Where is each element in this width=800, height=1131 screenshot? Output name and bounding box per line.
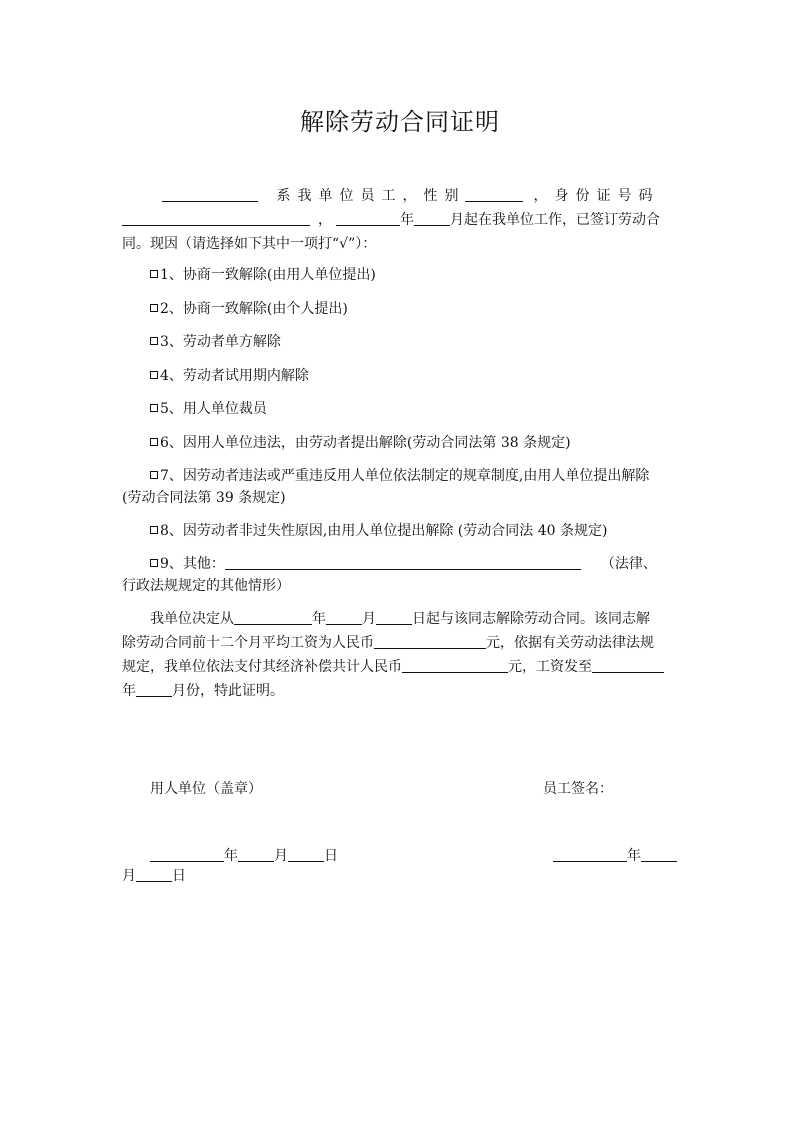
employee-name-blank[interactable]	[162, 186, 258, 202]
decision-text-4: 元，依据有关劳动法律法规	[486, 635, 654, 651]
option-label: 7、因劳动者违法或严重违反用人单位依法制定的规章制度,由用人单位提出解除	[160, 468, 650, 484]
decision-text-6: 元，工资发至	[508, 659, 592, 675]
intro-text-2: ，身份证号码	[533, 188, 660, 204]
option-label: 2、协商一致解除(由个人提出)	[160, 301, 348, 317]
option-5	[150, 399, 267, 419]
intro-line-1	[122, 186, 682, 206]
month-label: 月	[122, 868, 136, 884]
employer-day-blank[interactable]	[288, 846, 324, 862]
year-label: 年	[627, 848, 641, 864]
checkbox-6[interactable]	[150, 438, 158, 446]
decision-text-7: 月份，特此证明。	[172, 683, 284, 699]
employer-year-blank[interactable]	[150, 846, 224, 862]
average-wage-blank[interactable]	[374, 633, 486, 649]
year-label: 年	[122, 683, 136, 699]
checkbox-5[interactable]	[150, 404, 158, 412]
decision-line-2	[122, 633, 682, 653]
employee-signature-label: 员工签名：	[543, 781, 613, 797]
intro-line-3: 同。现因（请选择如下其中一项打“√”）：	[122, 236, 377, 252]
checkbox-1[interactable]	[150, 270, 158, 278]
option-label: 3、劳动者单方解除	[160, 334, 281, 350]
option-label: 5、用人单位裁员	[160, 401, 267, 417]
checkbox-3[interactable]	[150, 337, 158, 345]
end-year-blank[interactable]	[234, 609, 312, 625]
month-label: 月	[362, 611, 376, 627]
intro-text-3: 月起在我单位工作，已签订劳动合	[450, 212, 660, 228]
option-8	[150, 521, 607, 541]
start-year-blank[interactable]	[336, 210, 400, 226]
day-label: 日	[172, 868, 186, 884]
comma: ，	[318, 212, 332, 228]
decision-text-2: 日起与该同志解除劳动合同。该同志解	[412, 611, 650, 627]
employee-day-blank[interactable]	[136, 866, 172, 882]
employee-date-continuation	[122, 866, 682, 886]
decision-text-5: 规定，我单位依法支付其经济补偿共计人民币	[122, 659, 402, 675]
year-label: 年	[312, 611, 326, 627]
option-7	[150, 466, 649, 486]
decision-text-3: 除劳动合同前十二个月平均工资为人民币	[122, 635, 374, 651]
decision-text-1: 我单位决定从	[150, 611, 234, 627]
option-3	[150, 332, 281, 352]
option-9	[150, 554, 657, 574]
year-label: 年	[400, 212, 414, 228]
id-number-blank[interactable]	[122, 210, 310, 226]
other-reason-blank[interactable]	[225, 554, 581, 570]
employee-month-blank[interactable]	[641, 846, 677, 862]
checkbox-4[interactable]	[150, 371, 158, 379]
compensation-blank[interactable]	[402, 657, 508, 673]
document-title: 解除劳动合同证明	[300, 108, 500, 136]
employer-date	[150, 846, 338, 866]
end-month-blank[interactable]	[326, 609, 362, 625]
option-2	[150, 299, 348, 319]
employer-seal-label: 用人单位（盖章）	[150, 781, 262, 797]
option-1	[150, 265, 376, 285]
option-9-suffix: （法律、	[600, 556, 657, 572]
option-7-continuation: (劳动合同法第 39 条规定)	[122, 490, 286, 506]
employee-date	[553, 846, 677, 866]
wage-year-blank[interactable]	[592, 657, 664, 673]
checkbox-8[interactable]	[150, 526, 158, 534]
option-6	[150, 433, 571, 453]
option-9-continuation: 行政法规规定的其他情形）	[122, 578, 290, 594]
option-label: 8、因劳动者非过失性原因,由用人单位提出解除 (劳动合同法 40 条规定)	[160, 523, 608, 539]
decision-line-4	[122, 681, 682, 701]
checkbox-2[interactable]	[150, 304, 158, 312]
year-label: 年	[224, 848, 238, 864]
day-label: 日	[324, 848, 338, 864]
decision-line-1	[122, 609, 682, 629]
checkbox-7[interactable]	[150, 471, 158, 479]
employee-year-blank[interactable]	[553, 846, 627, 862]
intro-line-2	[122, 210, 682, 230]
option-label: 4、劳动者试用期内解除	[160, 368, 309, 384]
checkbox-9[interactable]	[150, 559, 158, 567]
option-label: 6、因用人单位违法，由劳动者提出解除(劳动合同法第 38 条规定)	[160, 435, 571, 451]
gender-blank[interactable]	[465, 186, 523, 202]
option-label: 9、其他：	[160, 556, 225, 572]
month-label: 月	[274, 848, 288, 864]
decision-line-3	[122, 657, 682, 677]
start-month-blank[interactable]	[414, 210, 450, 226]
end-day-blank[interactable]	[376, 609, 412, 625]
intro-text-1: 系我单位员工，性别	[276, 188, 466, 204]
option-4	[150, 366, 309, 386]
employer-month-blank[interactable]	[238, 846, 274, 862]
option-label: 1、协商一致解除(由用人单位提出)	[160, 267, 376, 283]
wage-month-blank[interactable]	[136, 681, 172, 697]
